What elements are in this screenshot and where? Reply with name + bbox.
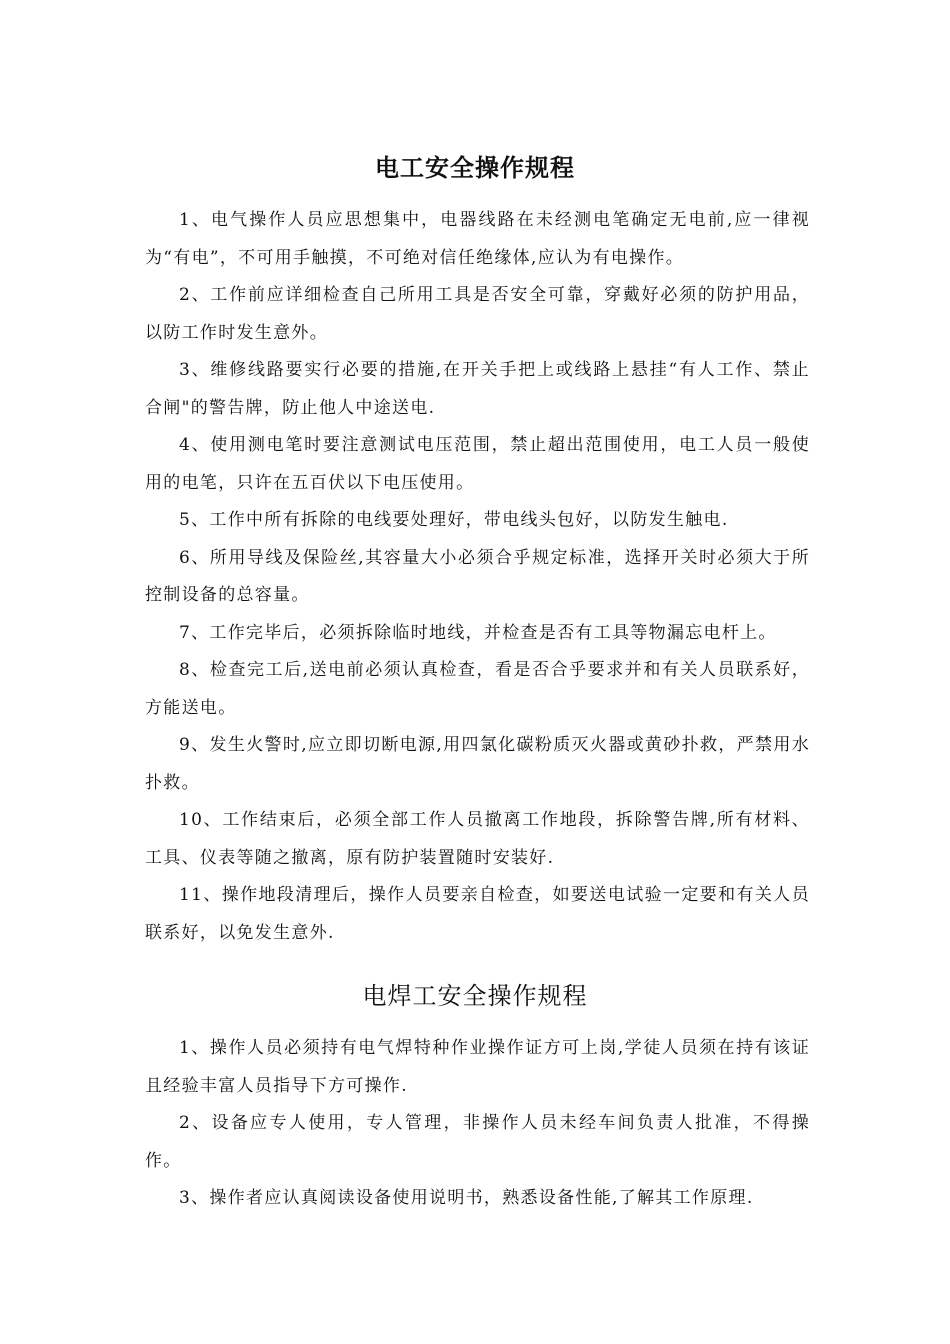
rule-item: 3、操作者应认真阅读设备使用说明书，熟悉设备性能,了解其工作原理. [179, 1188, 754, 1208]
rule-item: 2、设备应专人使用，专人管理，非操作人员未经车间负责人批准，不得操作。 [145, 1113, 810, 1171]
rule-item: 7、工作完毕后，必须拆除临时地线，并检查是否有工具等物漏忘电杆上。 [179, 622, 777, 643]
rule-item: 9、发生火警时,应立即切断电源,用四氯化碳粉质灭火器或黄砂扑救，严禁用水扑救。 [145, 735, 810, 793]
section-title-welder: 电焊工安全操作规程 [362, 982, 588, 1010]
rule-item: 2、工作前应详细检查自己所用工具是否安全可靠，穿戴好必须的防护用品，以防工作时发生意外。 [145, 285, 810, 343]
rule-item: 11、操作地段清理后，操作人员要亲自检查，如要送电试验一定要和有关人员联系好，以免发生意外. [145, 885, 810, 943]
rule-item: 8、检查完工后,送电前必须认真检查，看是否合乎要求并和有关人员联系好，方能送电。 [145, 660, 810, 718]
rule-item: 10、工作结束后，必须全部工作人员撤离工作地段，拆除警告牌,所有材料、工具、仪表等随之撤离，原有防护装置随时安装好. [145, 810, 810, 868]
electrician-rules-list [145, 202, 810, 952]
rule-item: 6、所用导线及保险丝,其容量大小必须合乎规定标准，选择开关时必须大于所控制设备的总容量。 [145, 547, 810, 605]
rule-item: 1、电气操作人员应思想集中，电器线路在未经测电笔确定无电前,应一律视为“有电”，不可用手触摸，不可绝对信任绝缘体,应认为有电操作。 [145, 210, 810, 268]
rule-item: 3、维修线路要实行必要的措施,在开关手把上或线路上悬挂“有人工作、禁止合闸"的警告牌，防止他人中途送电. [145, 360, 810, 418]
section-title-electrician: 电工安全操作规程 [375, 153, 575, 182]
rule-item: 1、操作人员必须持有电气焊特种作业操作证方可上岗,学徒人员须在持有该证且经验丰富人员指导下方可操作. [145, 1038, 810, 1096]
rule-item: 4、使用测电笔时要注意测试电压范围，禁止超出范围使用，电工人员一般使用的电笔，只许在五百伏以下电压使用。 [145, 435, 810, 493]
rule-item: 5、工作中所有拆除的电线要处理好，带电线头包好，以防发生触电. [179, 510, 729, 530]
welder-rules-list [145, 1030, 810, 1218]
